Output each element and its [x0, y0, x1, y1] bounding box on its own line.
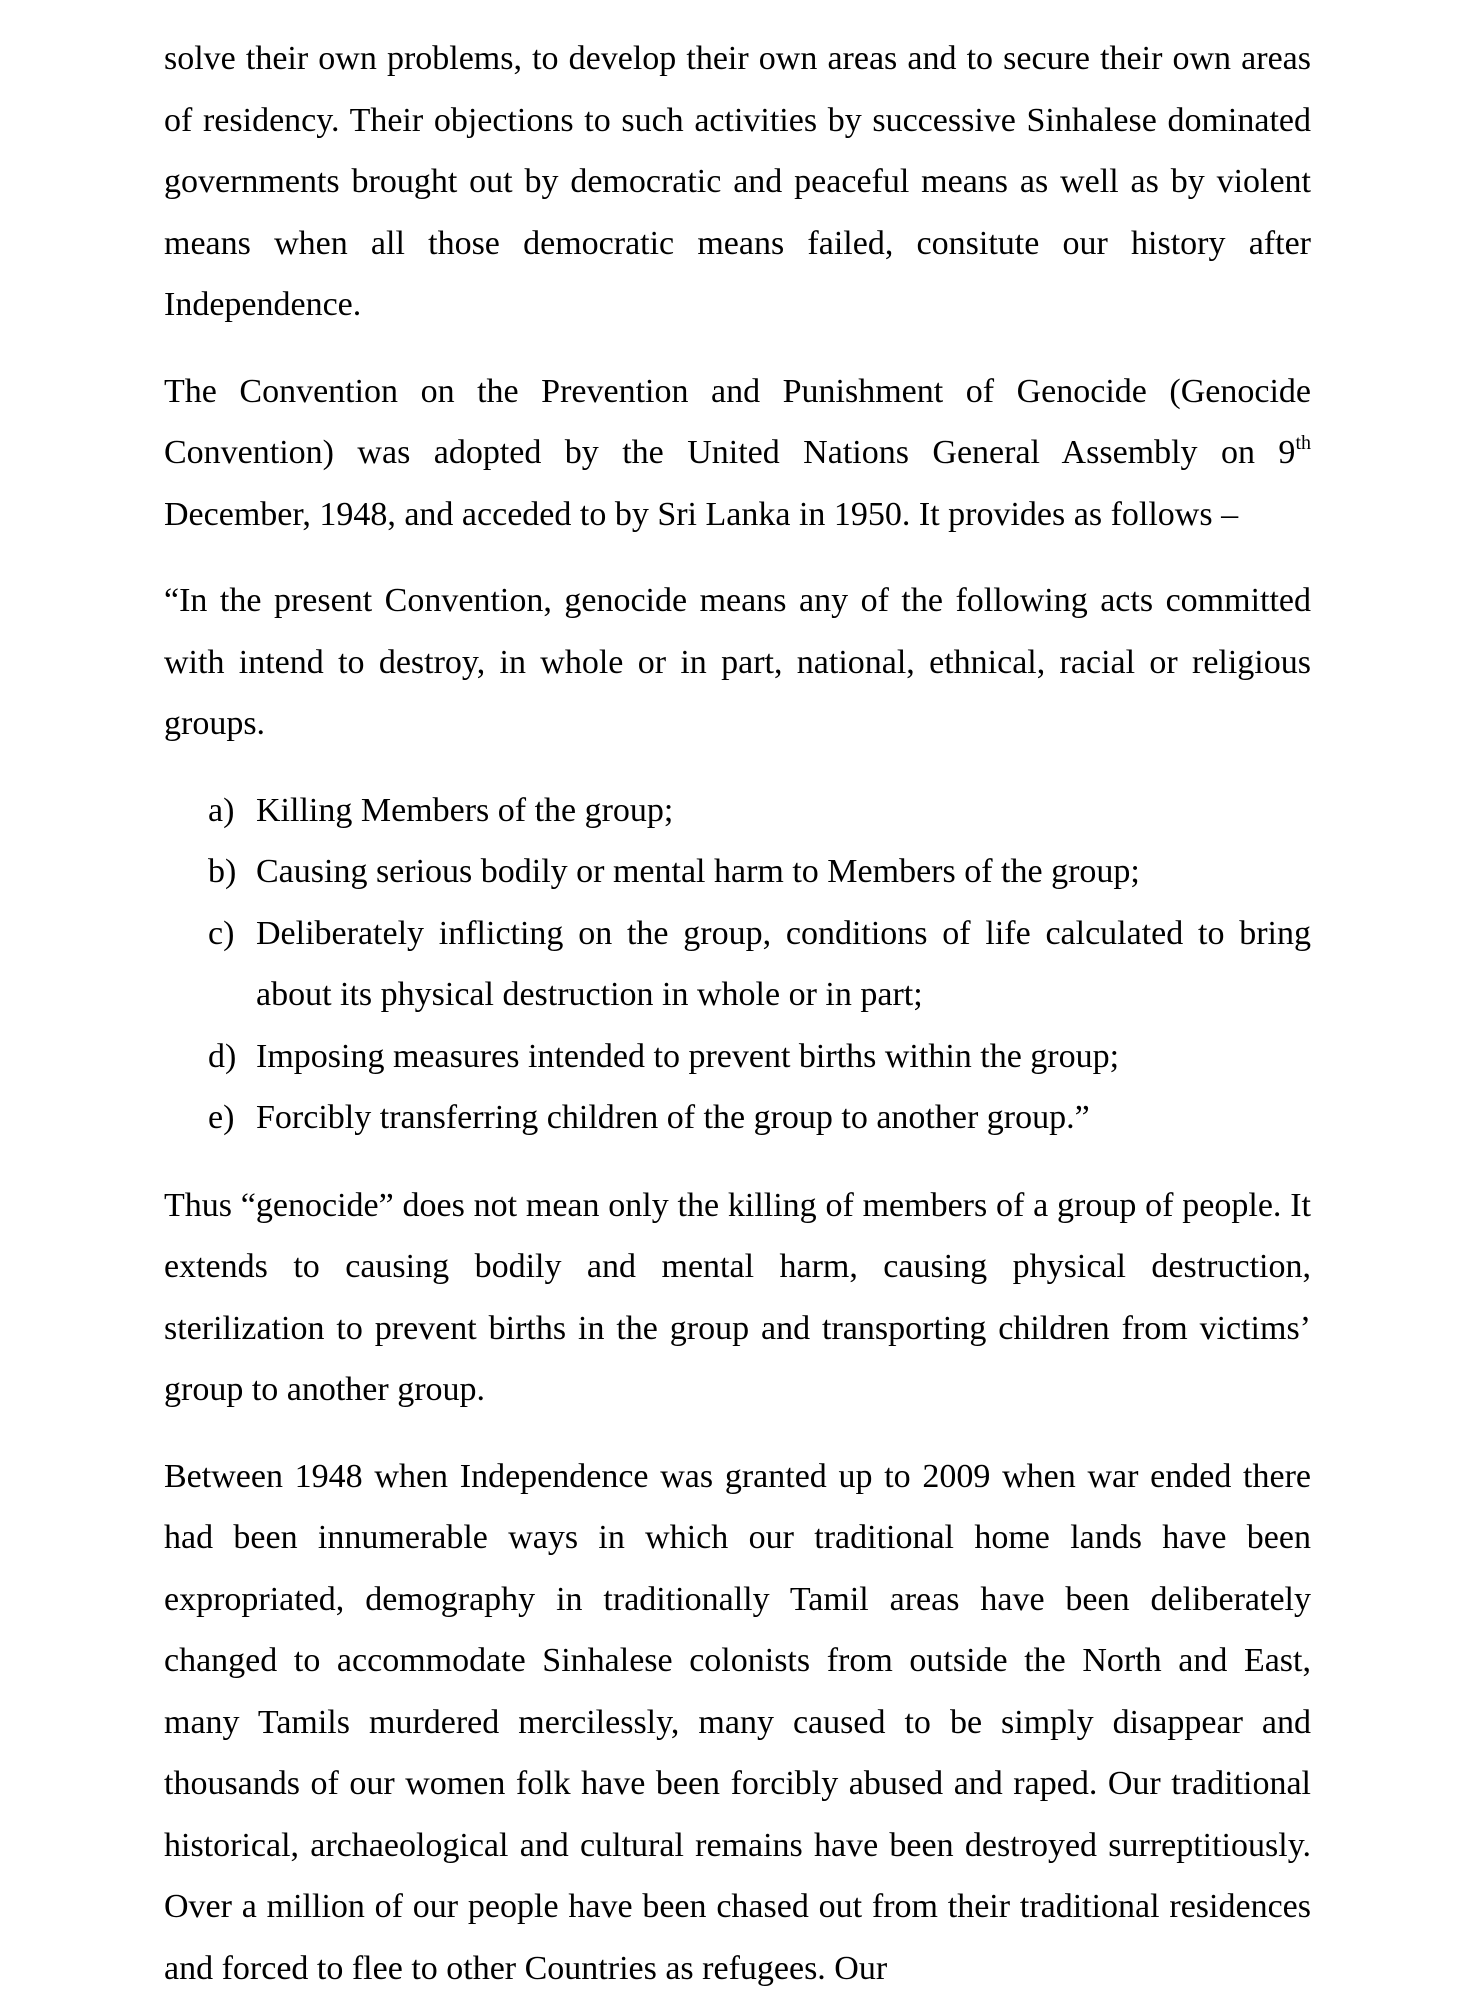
paragraph-genocide-meaning: Thus “genocide” does not mean only the killing of members of a group of people. It extends to causing bodily and mental harm, causing physical destruction, sterilization to prevent births in the group and transporting children from victims’ group to another group. — [164, 1186, 1311, 1408]
list-marker: d) — [208, 1037, 237, 1075]
paragraph-1948-to-2009: Between 1948 when Independence was granted up to 2009 when war ended there had been innumerable ways in which our traditional home lands have been expropriated, demography in traditionally Tamil areas have been deliberately changed to accommodate Sinhalese colonists from outside the North and East, many Tamils murdered mercilessly, many caused to be simply disappear and thousands of our women folk have been forcibly abused and raped. Our traditional historical, archaeological and cultural remains have been destroyed surreptitiously. Over a million of our people have been chased out from their traditional residences and forced to flee to other Countries as refugees. Our — [164, 1457, 1311, 1987]
list-item-text: Imposing measures intended to prevent births within the group; — [256, 1037, 1120, 1075]
paragraph-history-after-independence: solve their own problems, to develop their own areas and to secure their own areas of residency. Their objections to such activities by successive Sinhalese dominated governments brought out by democratic and peaceful means as well as by violent means when all those democratic means failed, consitute our history after Independence. — [164, 40, 1311, 323]
list-marker: a) — [208, 791, 235, 829]
list-item — [208, 903, 1311, 1026]
list-item — [208, 1026, 1311, 1088]
document-page — [164, 28, 1311, 1999]
list-marker: c) — [208, 914, 235, 952]
list-item — [208, 780, 1311, 842]
convention-text-start: The Convention on the Prevention and Punishment of Genocide (Genocide Convention) was adopted by the United Nations General Assembly on 9 — [164, 372, 1311, 471]
list-item-text: Deliberately inflicting on the group, conditions of life calculated to bring about its physical destruction in whole or in part; — [256, 914, 1311, 1013]
ordinal-superscript: th — [1295, 431, 1311, 454]
list-item — [208, 1087, 1311, 1149]
list-item-text: Causing serious bodily or mental harm to Members of the group; — [256, 853, 1140, 890]
paragraph-genocide-definition-quote: “In the present Convention, genocide means any of the following acts committed with intend to destroy, in whole or in part, national, ethnical, racial or religious groups. — [164, 582, 1311, 742]
list-item-text: Forcibly transferring children of the group to another group.” — [256, 1099, 1090, 1136]
genocide-acts-list — [164, 780, 1311, 1149]
list-item-text: Killing Members of the group; — [256, 791, 674, 829]
list-marker: e) — [208, 1099, 235, 1136]
convention-text-end: December, 1948, and acceded to by Sri Lanka in 1950. It provides as follows – — [164, 495, 1239, 533]
list-item — [208, 841, 1311, 903]
paragraph-genocide-convention — [164, 361, 1311, 546]
list-marker: b) — [208, 853, 237, 890]
